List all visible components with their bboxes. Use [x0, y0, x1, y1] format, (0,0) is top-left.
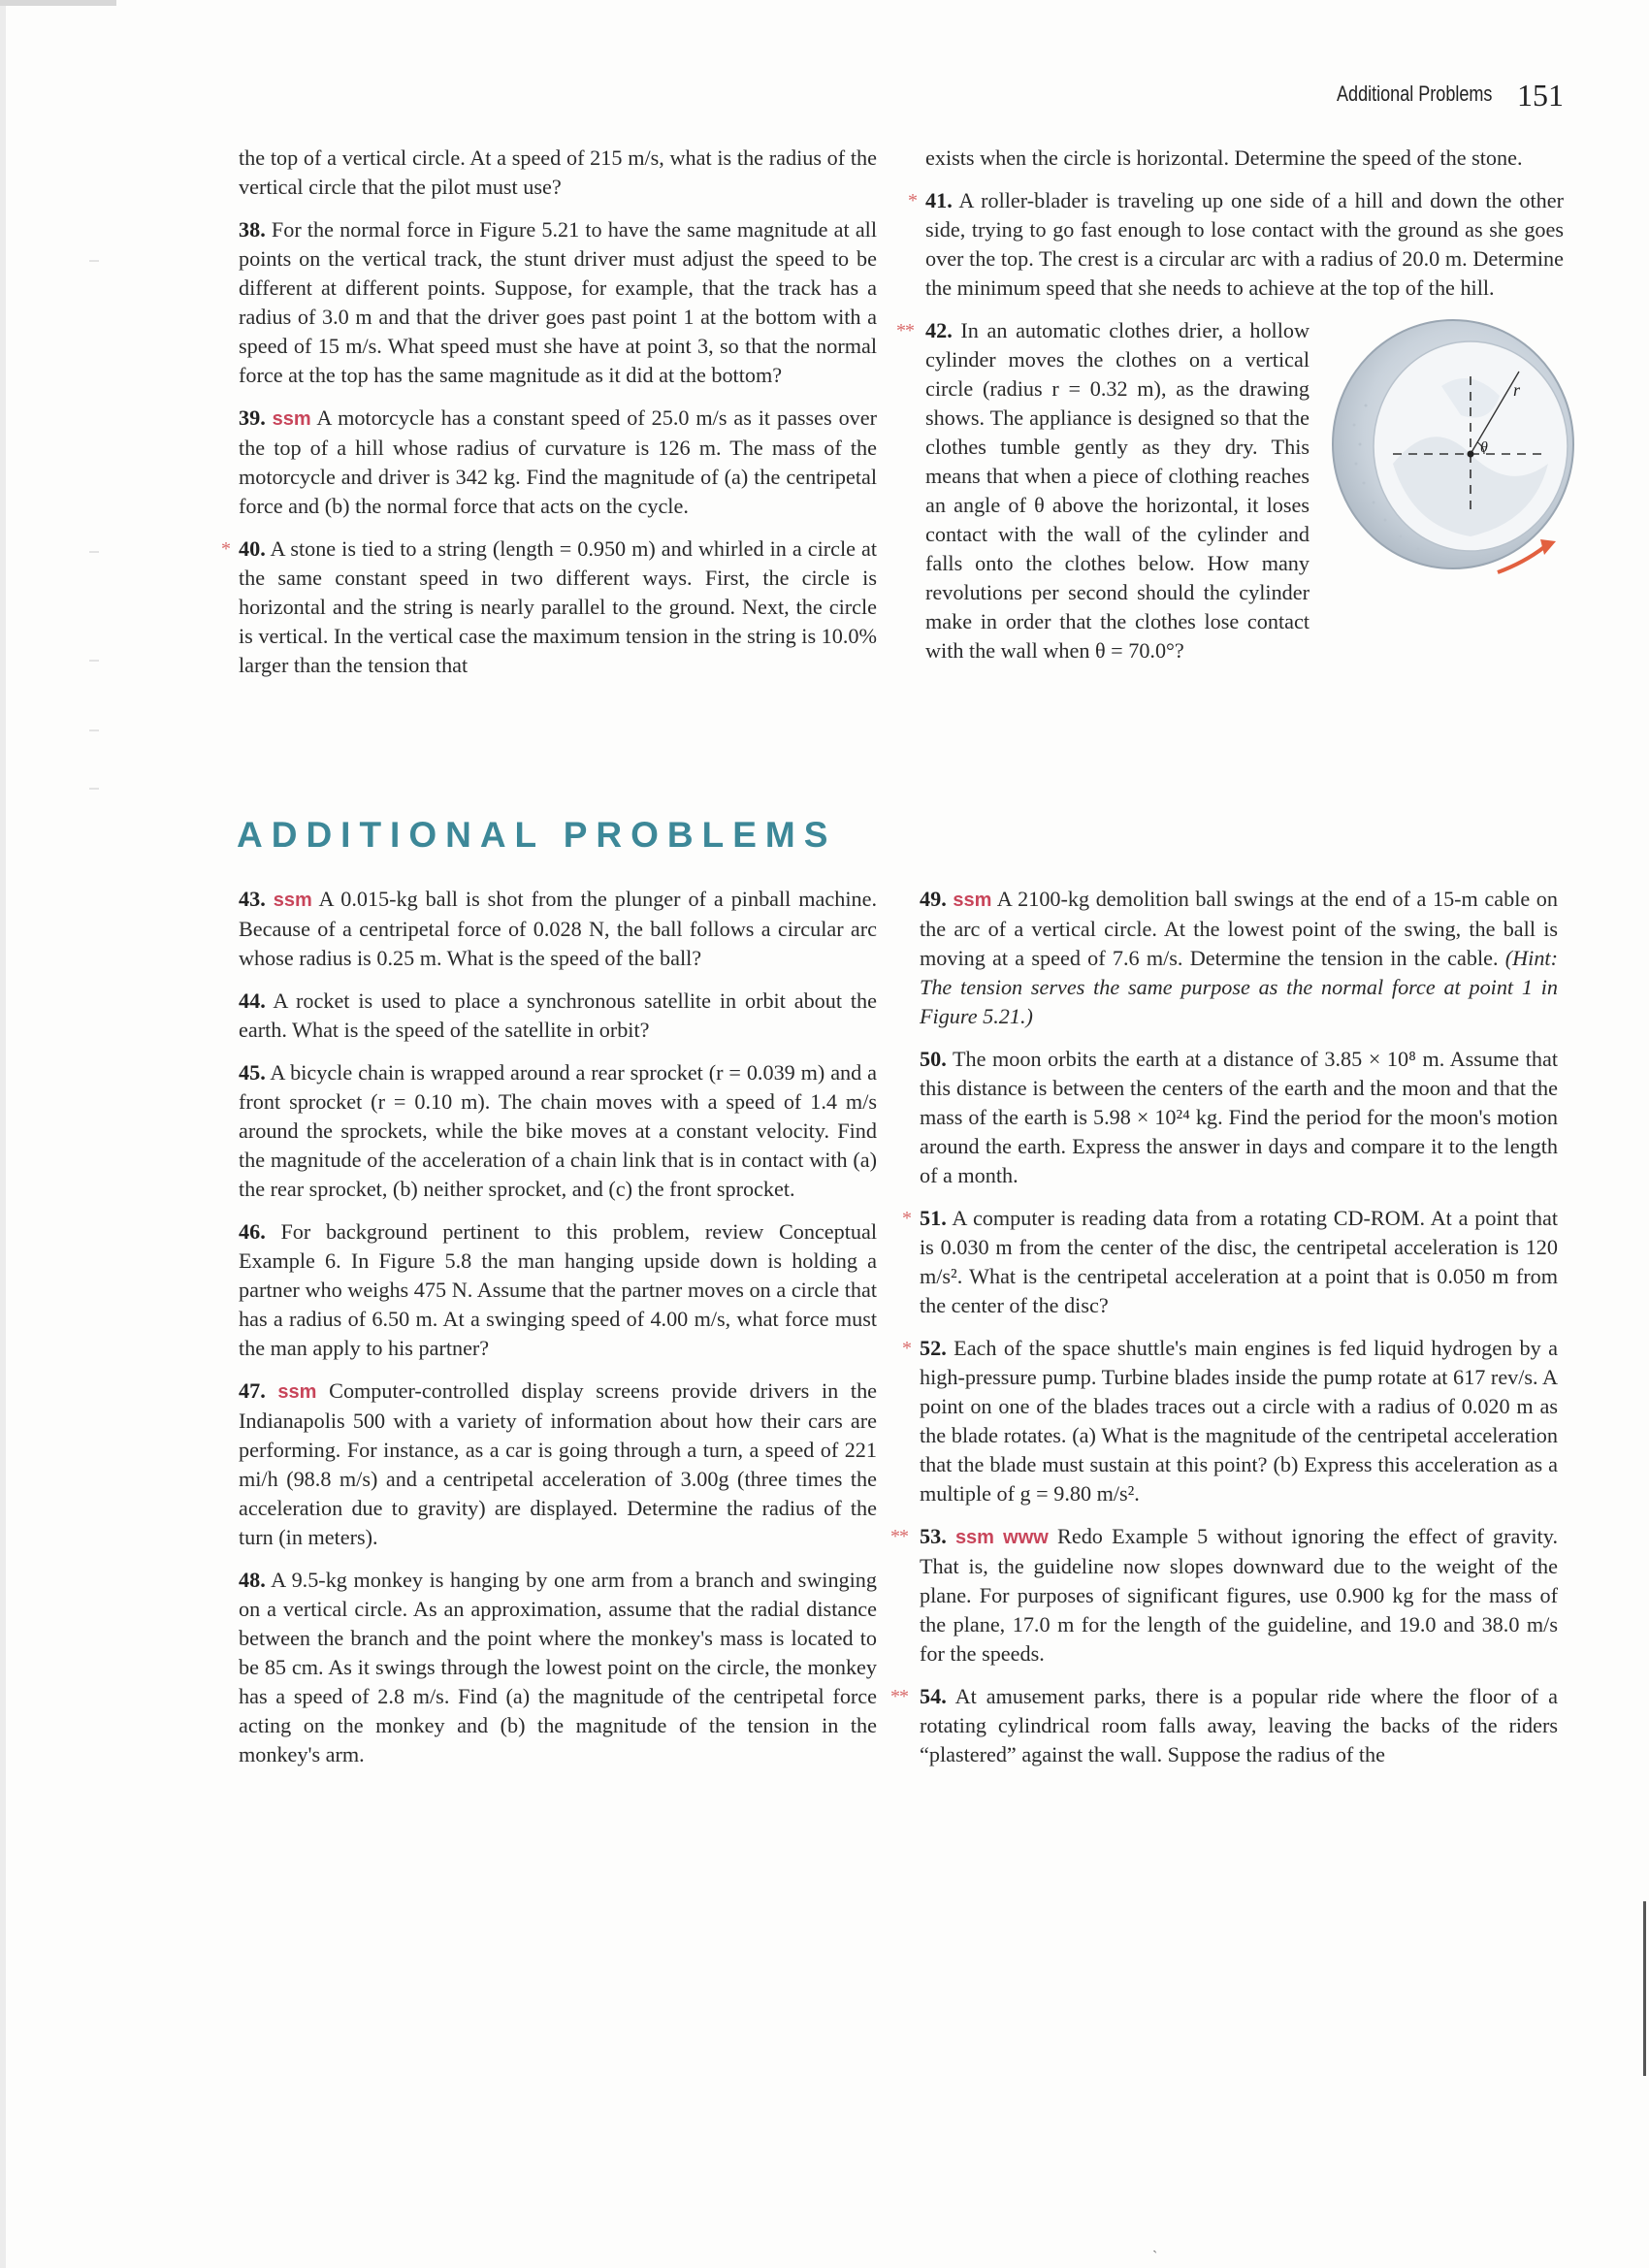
lower-right-column: [890, 885, 1559, 1783]
problem-40: [221, 535, 877, 680]
problem-38: [239, 215, 877, 390]
lower-left-column: [239, 885, 877, 1783]
problem-text: Each of the space shuttle's main engines is fed liquid hydrogen by a high-pressure pump. Turbine blades inside the pump rotate at 617 rev/s. A point on one of the blades traces out a circle with a radius of 0.020 m as the blade rotates. (a) What is the magnitude of the centripetal acceleration that the blade must sustain at this point? (b) Express this acceleration as a multiple of g = 9.80 m/s².: [920, 1336, 1558, 1506]
margin-tick: [89, 729, 99, 731]
drier-cylinder-diagram: [1325, 318, 1587, 609]
problem-text: A 0.015-kg ball is shot from the plunger of a pinball machine. Because of a centripetal force of 0.028 N, the ball follows a circular arc whose radius is 0.25 m. What is the speed of the ball?: [239, 887, 877, 970]
problem-text: For the normal force in Figure 5.21 to have the same magnitude at all points on the vertical track, the stunt driver must adjust the speed to be different at different points. Suppose, for example, that the track has a radius of 3.0 m and that the driver goes past point 1 at the bottom with a speed of 15 m/s. What speed must she have at point 3, so that the normal force at the top has the same magnitude as it did at the bottom?: [239, 217, 878, 387]
problem-number: 48.: [239, 1568, 266, 1592]
problem-number: 42.: [925, 318, 953, 342]
scan-speck: ˎ: [1152, 2237, 1158, 2253]
problem-number: 53.: [920, 1524, 947, 1548]
rotation-arrow-head: [1540, 539, 1556, 555]
theta-label: θ: [1480, 439, 1488, 456]
problem-text: A roller-blader is traveling up one side of a hill and down the other side, trying to go fast enough to lose contact with the ground as she goes over the top. The crest is a circular arc with a radius of 20.0 m. Determine the minimum speed that she needs to achieve at the top of the hill.: [925, 188, 1564, 300]
ssm-tag: ssm: [272, 408, 311, 430]
section-heading: ADDITIONAL PROBLEMS: [237, 815, 837, 855]
ssm-tag: ssm: [954, 1527, 994, 1548]
problem-42: [896, 316, 1564, 665]
margin-tick: [89, 551, 99, 553]
problem-text: A bicycle chain is wrapped around a rear sprocket (r = 0.039 m) and a front sprocket (r = 0.10 m). The chain moves with a speed of 1.4 m/s around the sprockets, while the bike moves at a constant velocity. Find the magnitude of the acceleration of a chain link that is in contact with (a) the rear sprocket, (b) neither sprocket, and (c) the front sprocket.: [239, 1060, 877, 1201]
ssm-tag: ssm: [277, 1381, 317, 1403]
problem-number: 38.: [239, 217, 266, 242]
problem-45: [239, 1058, 877, 1204]
problem-text: In an automatic clothes drier, a hollow cylinder moves the clothes on a vertical circle (radius r = 0.32 m), as the drawing shows. The appliance is designed so that the clothes tumble gently as they dry. This means that when a piece of clothing reaches an angle of θ above the horizontal, it loses contact with the wall of the cylinder and falls onto the clothes below. How many revolutions per second should the cylinder make in order that the clothes lose contact with the wall when θ = 70.0°?: [925, 318, 1310, 663]
cylinder-center: [1468, 451, 1474, 458]
problem-text: A motorcycle has a constant speed of 25.0 m/s as it passes over the top of a hill whose radius of curvature is 126 m. The mass of the motorcycle and driver is 342 kg. Find the magnitude of (a) the centripetal force and (b) the normal force that acts on the cycle.: [239, 405, 877, 518]
problem-52: [902, 1334, 1558, 1508]
problem-41: [908, 186, 1564, 303]
problem-text: For background pertinent to this problem, review Conceptual Example 6. In Figure 5.8 the man hanging upside down is holding a partner who weighs 475 N. Assume that the partner moves on a circle that has a radius of 6.50 m. At a swinging speed of 4.00 m/s, what force must the man apply to his partner?: [239, 1219, 877, 1360]
problem-number: 47.: [239, 1378, 266, 1403]
problem-number: 54.: [920, 1684, 947, 1708]
page-number: 151: [1517, 78, 1564, 113]
page-edge-shadow: [0, 0, 6, 2268]
problem-number: 49.: [920, 887, 947, 911]
problem-number: 51.: [920, 1206, 947, 1230]
difficulty-stars: **: [890, 1526, 908, 1547]
problem-text: The moon orbits the earth at a distance of 3.85 × 10⁸ m. Assume that this distance is between the centers of the earth and the moon and that the mass of the earth is 5.98 × 10²⁴ kg. Find the period for the moon's motion around the earth. Express the answer in days and compare it to the length of a month.: [920, 1047, 1558, 1187]
ssm-tag: ssm: [273, 890, 312, 911]
problem-text: Computer-controlled display screens provide drivers in the Indianapolis 500 with a variety of information about how their cars are performing. For instance, as a car is going through a turn, a speed of 221 mi/h (98.8 m/s) and a centripetal acceleration of 3.00g (three times the acceleration due to gravity) are displayed. Determine the radius of the turn (in meters).: [239, 1378, 878, 1549]
problem-text: A stone is tied to a string (length = 0.950 m) and whirled in a circle at the same constant speed in two different ways. First, the circle is horizontal and the string is nearly parallel to the ground. Next, the circle is vertical. In the vertical case the maximum tension in the string is 10.0% larger than the tension that: [239, 536, 877, 677]
problem-48: [239, 1566, 877, 1769]
problem-51: [902, 1204, 1558, 1320]
difficulty-stars: **: [890, 1686, 908, 1707]
problem-text: A rocket is used to place a synchronous satellite in orbit about the earth. What is the speed of the satellite in orbit?: [239, 988, 877, 1042]
problem-text: A 9.5-kg monkey is hanging by one arm from a branch and swinging on a vertical circle. As an approximation, assume that the radial distance between the branch and the point where the monkey's mass is located to be 85 cm. As it swings through the lowest point on the circle, the monkey has a speed of 2.8 m/s. Find (a) the magnitude of the centripetal force acting on the monkey and (b) the magnitude of the tension in the monkey's arm.: [239, 1568, 877, 1766]
scan-edge-mark: [1643, 1901, 1646, 2076]
problem-hint: (Hint: The tension serves the same purpose as the normal force at point 1 in Figure 5.21.): [920, 946, 1558, 1028]
problem-text: A computer is reading data from a rotating CD-ROM. At a point that is 0.030 m from the center of the disc, the centripetal acceleration is 120 m/s². What is the centripetal acceleration at a point that is 0.050 m from the center of the disc?: [920, 1206, 1558, 1317]
running-title: Additional Problems: [1337, 81, 1493, 106]
problem-number: 46.: [239, 1219, 266, 1244]
difficulty-stars: **: [896, 320, 914, 341]
difficulty-star: *: [908, 190, 918, 211]
problem-37-continuation: the top of a vertical circle. At a speed of 215 m/s, what is the radius of the vertical circle that the pilot must use?: [239, 146, 877, 199]
upper-left-column: [221, 144, 878, 694]
www-tag: www: [1003, 1527, 1049, 1548]
problem-number: 50.: [920, 1047, 947, 1071]
margin-tick: [89, 660, 99, 662]
difficulty-star: *: [902, 1338, 912, 1359]
problem-text: At amusement parks, there is a popular ride where the floor of a rotating cylindrical room falls away, leaving the backs of the riders “plastered” against the wall. Suppose the radius of the: [920, 1684, 1558, 1766]
problem-text: A 2100-kg demolition ball swings at the end of a 15-m cable on the arc of a vertical circle. At the lowest point of the swing, the ball is moving at a speed of 7.6 m/s. Determine the tension in the cable.: [920, 887, 1558, 970]
problem-number: 45.: [239, 1060, 266, 1085]
problem-53: [890, 1522, 1559, 1669]
scan-shadow: [0, 0, 116, 6]
ssm-tag: ssm: [953, 890, 992, 911]
problem-49: [920, 885, 1558, 1031]
radius-label: r: [1513, 380, 1521, 400]
margin-tick: [89, 260, 99, 262]
difficulty-star: *: [902, 1208, 912, 1229]
problem-number: 41.: [925, 188, 953, 212]
problem-43: [239, 885, 877, 973]
upper-right-column: [896, 144, 1564, 679]
problem-54: [890, 1682, 1558, 1769]
margin-tick: [89, 788, 99, 790]
problem-number: 52.: [920, 1336, 947, 1360]
problem-50: [920, 1045, 1558, 1190]
problem-44: [239, 987, 877, 1045]
problem-46: [239, 1217, 877, 1363]
problem-47: [239, 1377, 877, 1552]
clothes-drier-figure: [1325, 318, 1587, 609]
problem-number: 44.: [239, 988, 266, 1013]
problem-text: Redo Example 5 without ignoring the effect of gravity. That is, the guideline now slopes downward due to the weight of the plane. For purposes of significant figures, use 0.900 kg for the mass of the plane, 17.0 m for the length of the guideline, and 19.0 and 38.0 m/s for the speeds.: [920, 1524, 1559, 1666]
problem-number: 40.: [239, 536, 266, 561]
problem-39: [239, 404, 877, 521]
problem-number: 43.: [239, 887, 266, 911]
difficulty-star: *: [221, 538, 231, 560]
problem-40-continuation: exists when the circle is horizontal. Determine the speed of the stone.: [925, 146, 1523, 170]
running-head: [1329, 78, 1562, 116]
problem-number: 39.: [239, 405, 266, 430]
